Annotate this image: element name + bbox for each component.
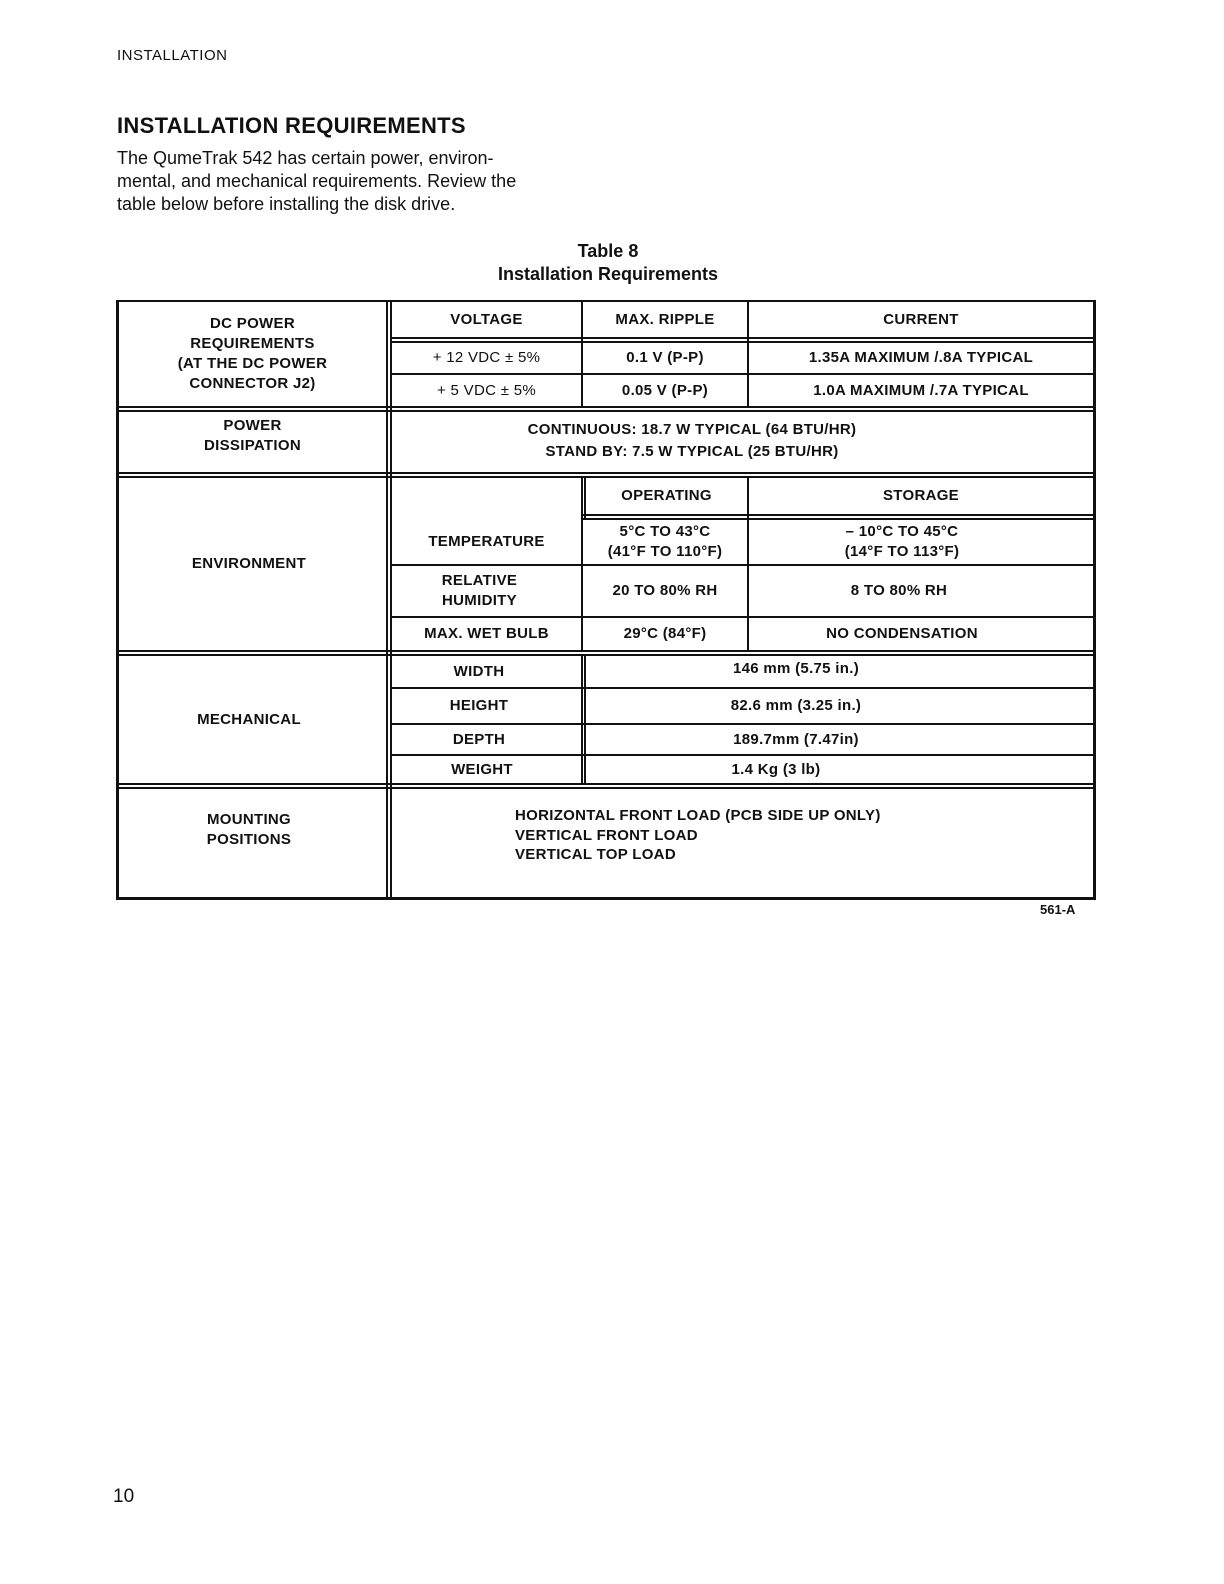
mounting-positions-list: HORIZONTAL FRONT LOAD (PCB SIDE UP ONLY) VERTICAL FRONT LOAD VERTICAL TOP LOAD: [515, 807, 881, 863]
section-title: INSTALLATION REQUIREMENTS: [117, 113, 466, 138]
dc-power-label: DC POWER REQUIREMENTS (AT THE DC POWER CONNECTOR J2): [177, 315, 328, 392]
humidity-operating: 20 TO 80% RH: [612, 582, 718, 599]
storage-header: STORAGE: [882, 487, 959, 504]
ripple-12v: 0.1 V (P-P): [626, 349, 704, 366]
current-5v: 1.0A MAXIMUM /.7A TYPICAL: [813, 381, 1029, 399]
weight-label: WEIGHT: [451, 760, 513, 778]
intro-line-3: table below before installing the disk drive.: [117, 194, 456, 214]
current-12v: 1.35A MAXIMUM /.8A TYPICAL: [808, 349, 1034, 366]
wet-bulb-operating: 29°C (84°F): [623, 625, 707, 642]
height-label: HEIGHT: [449, 697, 509, 714]
power-dissipation-value: CONTINUOUS: 18.7 W TYPICAL (64 BTU/HR) STAND BY: 7.5 W TYPICAL (25 BTU/HR): [527, 421, 857, 460]
ripple-5v: 0.05 V (P-P): [621, 381, 709, 399]
width-label: WIDTH: [453, 662, 505, 680]
temperature-operating: 5°C TO 43°C (41°F TO 110°F): [607, 523, 723, 560]
temperature-label: TEMPERATURE: [428, 533, 545, 550]
table-number: Table 8: [577, 241, 639, 261]
mechanical-label: MECHANICAL: [197, 710, 301, 728]
wet-bulb-storage: NO CONDENSATION: [826, 625, 978, 642]
depth-value: 189.7mm (7.47in): [733, 730, 859, 748]
voltage-header: VOLTAGE: [450, 310, 523, 328]
page-number: 10: [113, 1486, 135, 1507]
operating-header: OPERATING: [621, 487, 712, 504]
mounting-label: MOUNTING POSITIONS: [206, 811, 292, 848]
current-header: CURRENT: [883, 310, 959, 328]
running-head: INSTALLATION: [117, 47, 228, 64]
depth-label: DEPTH: [452, 730, 506, 748]
wet-bulb-label: MAX. WET BULB: [424, 625, 549, 642]
temperature-storage: – 10°C TO 45°C (14°F TO 113°F): [844, 523, 960, 560]
humidity-storage: 8 TO 80% RH: [850, 582, 948, 599]
figure-id: 561-A: [1040, 902, 1076, 917]
ripple-header: MAX. RIPPLE: [615, 310, 715, 328]
table-title: Installation Requirements: [497, 264, 719, 284]
voltage-5v: + 5 VDC ± 5%: [437, 381, 536, 399]
weight-value: 1.4 Kg (3 lb): [731, 760, 821, 778]
width-value: 146 mm (5.75 in.): [733, 659, 859, 677]
power-dissipation-label: POWER DISSIPATION: [204, 417, 301, 454]
humidity-label: RELATIVE HUMIDITY: [441, 572, 518, 609]
intro-line-1: The QumeTrak 542 has certain power, environ-: [117, 148, 494, 168]
voltage-12v: + 12 VDC ± 5%: [432, 349, 541, 366]
intro-line-2: mental, and mechanical requirements. Review the: [117, 171, 517, 191]
environment-label: ENVIRONMENT: [191, 555, 307, 572]
height-value: 82.6 mm (3.25 in.): [730, 697, 862, 714]
